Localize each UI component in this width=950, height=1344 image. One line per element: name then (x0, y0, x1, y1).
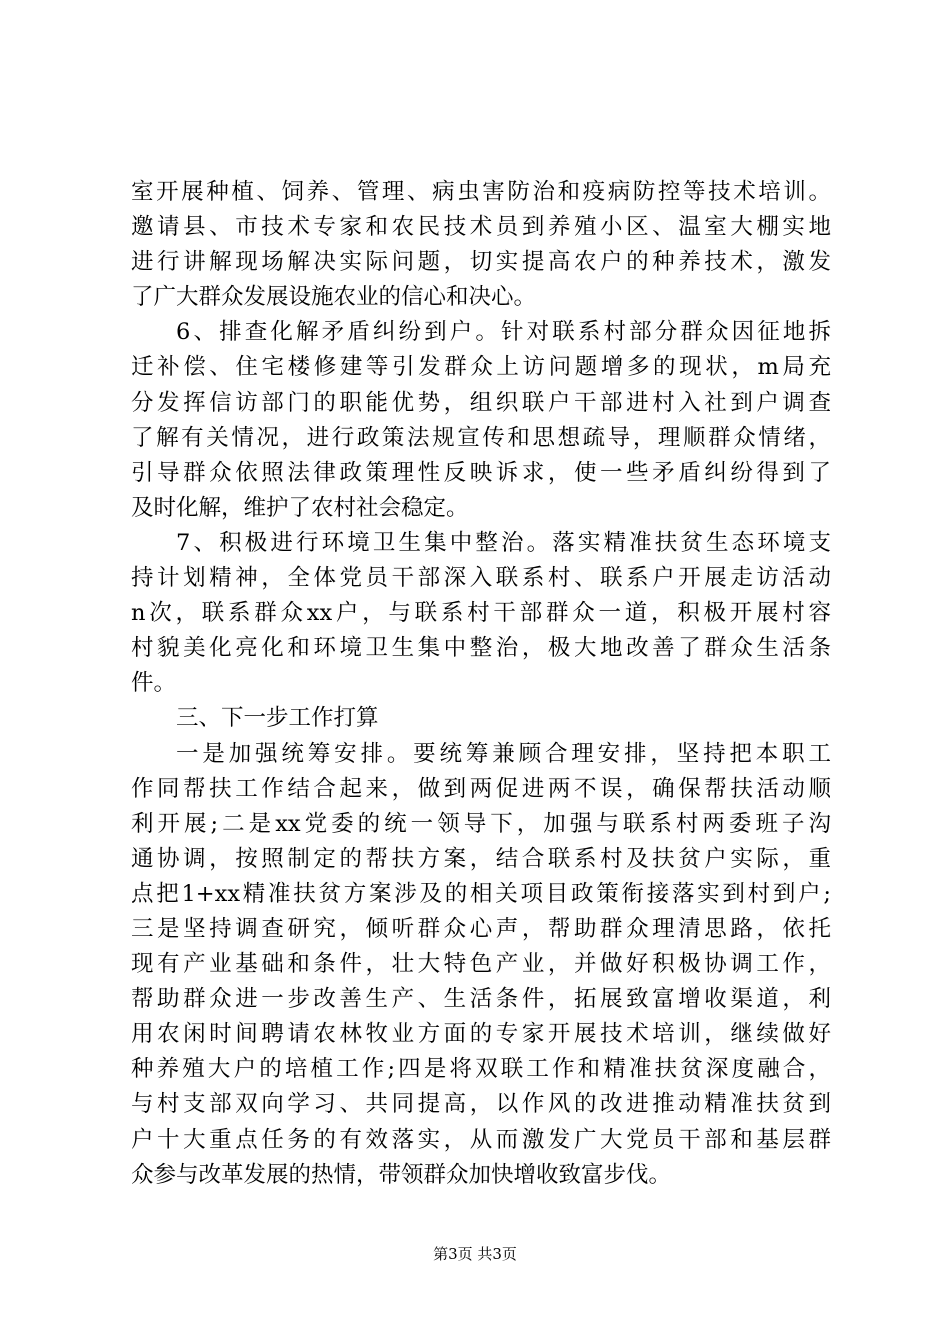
text-line: 户十大重点任务的有效落实，从而激发广大党员干部和基层群 (131, 1126, 831, 1153)
text-line: 用农闲时间聘请农林牧业方面的专家开展技术培训，继续做好 (131, 1021, 831, 1048)
text-line: 分发挥信访部门的职能优势，组织联户干部进村入社到户调查 (131, 389, 831, 416)
text-line: 通协调，按照制定的帮扶方案，结合联系村及扶贫户实际，重 (131, 845, 831, 872)
text-line: 进行讲解现场解决实际问题，切实提高农户的种养技术，激发 (131, 249, 831, 276)
text-line: 引导群众依照法律政策理性反映诉求，使一些矛盾纠纷得到了 (131, 459, 831, 486)
section-heading: 三、下一步工作打算 (176, 705, 379, 732)
text-line: 村貌美化亮化和环境卫生集中整治，极大地改善了群众生活条 (131, 635, 831, 662)
text-line: 现有产业基础和条件，壮大特色产业，并做好积极协调工作， (131, 951, 831, 978)
page-footer: 第3页 共3页 (433, 1245, 517, 1263)
text-line: 持计划精神，全体党员干部深入联系村、联系户开展走访活动 (131, 565, 831, 592)
text-line: 利开展;二是xx党委的统一领导下，加强与联系村两委班子沟 (131, 810, 831, 837)
text-line: 邀请县、市技术专家和农民技术员到养殖小区、温室大棚实地 (131, 214, 831, 241)
text-line: 种养殖大户的培植工作;四是将双联工作和精准扶贫深度融合， (131, 1056, 831, 1083)
text-line: 及时化解，维护了农村社会稳定。 (131, 494, 469, 521)
text-line: 7、积极进行环境卫生集中整治。落实精准扶贫生态环境支 (176, 529, 831, 556)
text-line: n次，联系群众xx户，与联系村干部群众一道，积极开展村容 (131, 600, 831, 627)
text-line: 众参与改革发展的热情，带领群众加快增收致富步伐。 (131, 1161, 672, 1188)
text-line: 帮助群众进一步改善生产、生活条件，拓展致富增收渠道，利 (131, 986, 831, 1013)
text-line: 点把1+xx精准扶贫方案涉及的相关项目政策衔接落实到村到户; (131, 880, 831, 907)
text-line: 室开展种植、饲养、管理、病虫害防治和疫病防控等技术培训。 (131, 179, 831, 205)
text-line: 迁补偿、住宅楼修建等引发群众上访问题增多的现状，m局充 (131, 354, 831, 381)
text-line: 三是坚持调查研究，倾听群众心声，帮助群众理清思路，依托 (131, 915, 831, 942)
text-line: 与村支部双向学习、共同提高，以作风的改进推动精准扶贫到 (131, 1091, 831, 1118)
text-line: 一是加强统筹安排。要统筹兼顾合理安排，坚持把本职工 (176, 740, 831, 767)
document-body (131, 175, 831, 1193)
text-line: 件。 (131, 670, 177, 697)
text-line: 了解有关情况，进行政策法规宣传和思想疏导，理顺群众情绪， (131, 424, 831, 451)
text-line: 作同帮扶工作结合起来，做到两促进两不误，确保帮扶活动顺 (131, 775, 831, 802)
text-line: 了广大群众发展设施农业的信心和决心。 (131, 284, 537, 311)
text-line: 6、排查化解矛盾纠纷到户。针对联系村部分群众因征地拆 (176, 319, 831, 346)
